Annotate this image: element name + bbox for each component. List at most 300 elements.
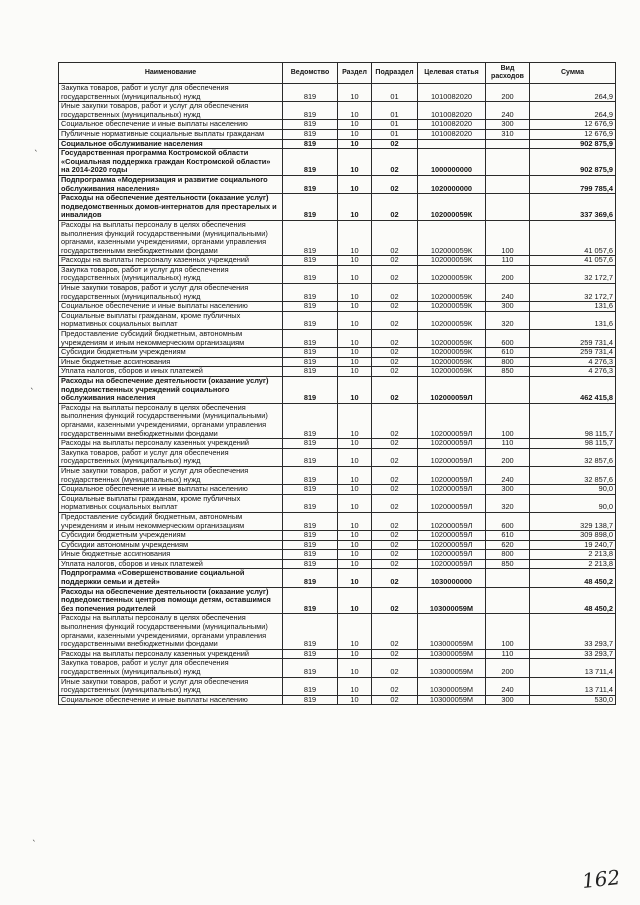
cell-vedomstvo: 819 — [283, 695, 338, 705]
cell-vedomstvo: 819 — [283, 220, 338, 255]
cell-expense-type: 850 — [486, 559, 530, 569]
cell-expense-type — [486, 139, 530, 149]
table-row — [59, 302, 616, 312]
cell-podrazdel: 02 — [372, 531, 418, 541]
cell-target-article: 102000059К — [418, 357, 486, 367]
cell-expense-type: 310 — [486, 129, 530, 139]
cell-vedomstvo: 819 — [283, 284, 338, 302]
cell-target-article: 102000059Л — [418, 448, 486, 466]
cell-expense-type: 200 — [486, 265, 530, 283]
cell-razdel: 10 — [338, 466, 372, 484]
cell-expense-type: 100 — [486, 403, 530, 438]
cell-vedomstvo: 819 — [283, 102, 338, 120]
cell-razdel: 10 — [338, 139, 372, 149]
cell-razdel: 10 — [338, 302, 372, 312]
table-row — [59, 284, 616, 302]
cell-target-article: 1020000000 — [418, 175, 486, 193]
cell-vedomstvo: 819 — [283, 377, 338, 404]
margin-mark: ` — [30, 388, 35, 398]
cell-vedomstvo: 819 — [283, 540, 338, 550]
cell-sum: 41 057,6 — [530, 220, 616, 255]
cell-target-article: 102000059К — [418, 311, 486, 329]
cell-razdel: 10 — [338, 84, 372, 102]
cell-expense-type: 100 — [486, 220, 530, 255]
table-row — [59, 139, 616, 149]
cell-expense-type: 240 — [486, 677, 530, 695]
cell-target-article: 102000059Л — [418, 377, 486, 404]
cell-vedomstvo: 819 — [283, 194, 338, 221]
cell-razdel: 10 — [338, 256, 372, 266]
cell-vedomstvo: 819 — [283, 311, 338, 329]
cell-expense-type: 320 — [486, 311, 530, 329]
cell-sum: 32 857,6 — [530, 448, 616, 466]
cell-podrazdel: 02 — [372, 265, 418, 283]
cell-sum: 799 785,4 — [530, 175, 616, 193]
cell-name: Расходы на обеспечение деятельности (оказание услуг) подведомственных учреждений социального обслуживания населения — [59, 377, 283, 404]
cell-target-article: 102000059Л — [418, 485, 486, 495]
cell-vedomstvo: 819 — [283, 677, 338, 695]
cell-target-article: 102000059К — [418, 348, 486, 358]
cell-razdel: 10 — [338, 531, 372, 541]
table-row — [59, 587, 616, 614]
cell-razdel: 10 — [338, 220, 372, 255]
cell-target-article: 102000059К — [418, 330, 486, 348]
table-row — [59, 448, 616, 466]
cell-expense-type: 240 — [486, 284, 530, 302]
cell-expense-type: 300 — [486, 695, 530, 705]
table-row — [59, 439, 616, 449]
table-row — [59, 330, 616, 348]
cell-expense-type: 320 — [486, 494, 530, 512]
cell-target-article — [418, 139, 486, 149]
cell-name: Закупка товаров, работ и услуг для обеспечения государственных (муниципальных) нужд — [59, 448, 283, 466]
cell-sum: 33 293,7 — [530, 649, 616, 659]
cell-podrazdel: 02 — [372, 494, 418, 512]
cell-target-article: 102000059Л — [418, 512, 486, 530]
table-row — [59, 129, 616, 139]
cell-podrazdel: 02 — [372, 403, 418, 438]
cell-name: Расходы на обеспечение деятельности (оказание услуг) подведомственных центров помощи детям, оставшимся без попечения родителей — [59, 587, 283, 614]
cell-podrazdel: 02 — [372, 367, 418, 377]
cell-name: Подпрограмма «Совершенствование социальной поддержки семьи и детей» — [59, 569, 283, 587]
cell-podrazdel: 02 — [372, 485, 418, 495]
cell-sum: 530,0 — [530, 695, 616, 705]
cell-expense-type — [486, 194, 530, 221]
cell-expense-type: 200 — [486, 448, 530, 466]
cell-name: Расходы на выплаты персоналу в целях обеспечения выполнения функций государственными (муниципальными) органами, казенными учреждениями, органами управления государственными внебюджетными фондами — [59, 403, 283, 438]
cell-podrazdel: 02 — [372, 377, 418, 404]
cell-vedomstvo: 819 — [283, 330, 338, 348]
cell-target-article: 102000059К — [418, 284, 486, 302]
cell-expense-type: 850 — [486, 367, 530, 377]
cell-podrazdel: 02 — [372, 649, 418, 659]
cell-sum: 13 711,4 — [530, 677, 616, 695]
table-row — [59, 120, 616, 130]
cell-vedomstvo: 819 — [283, 84, 338, 102]
cell-name: Расходы на выплаты персоналу казенных учреждений — [59, 439, 283, 449]
cell-vedomstvo: 819 — [283, 175, 338, 193]
cell-name: Расходы на выплаты персоналу в целях обеспечения выполнения функций государственными (муниципальными) органами, казенными учреждениями, органами управления государственными внебюджетными фондами — [59, 220, 283, 255]
cell-expense-type: 240 — [486, 466, 530, 484]
cell-razdel: 10 — [338, 311, 372, 329]
cell-vedomstvo: 819 — [283, 265, 338, 283]
table-row — [59, 531, 616, 541]
cell-vedomstvo: 819 — [283, 302, 338, 312]
table-row — [59, 614, 616, 649]
cell-sum: 131,6 — [530, 311, 616, 329]
cell-razdel: 10 — [338, 587, 372, 614]
cell-sum: 32 857,6 — [530, 466, 616, 484]
header-target-article: Целевая статья — [418, 63, 486, 84]
table-row — [59, 494, 616, 512]
cell-expense-type — [486, 587, 530, 614]
cell-sum: 19 240,7 — [530, 540, 616, 550]
cell-target-article: 1010082020 — [418, 120, 486, 130]
cell-name: Иные закупки товаров, работ и услуг для обеспечения государственных (муниципальных) нужд — [59, 677, 283, 695]
cell-vedomstvo: 819 — [283, 531, 338, 541]
cell-sum: 259 731,4 — [530, 348, 616, 358]
cell-razdel: 10 — [338, 120, 372, 130]
cell-name: Иные бюджетные ассигнования — [59, 550, 283, 560]
cell-target-article: 102000059К — [418, 220, 486, 255]
cell-target-article: 102000059К — [418, 265, 486, 283]
cell-podrazdel: 02 — [372, 550, 418, 560]
cell-name: Социальные выплаты гражданам, кроме публичных нормативных социальных выплат — [59, 494, 283, 512]
cell-podrazdel: 02 — [372, 695, 418, 705]
cell-sum: 32 172,7 — [530, 284, 616, 302]
table-header-row — [59, 63, 616, 84]
cell-sum: 462 415,8 — [530, 377, 616, 404]
cell-expense-type: 300 — [486, 302, 530, 312]
cell-name: Расходы на выплаты персоналу казенных учреждений — [59, 649, 283, 659]
table-row — [59, 403, 616, 438]
cell-vedomstvo: 819 — [283, 587, 338, 614]
table-row — [59, 149, 616, 176]
cell-name: Закупка товаров, работ и услуг для обеспечения государственных (муниципальных) нужд — [59, 84, 283, 102]
table-row — [59, 512, 616, 530]
table-row — [59, 220, 616, 255]
cell-target-article: 103000059М — [418, 614, 486, 649]
cell-name: Иные закупки товаров, работ и услуг для обеспечения государственных (муниципальных) нужд — [59, 102, 283, 120]
cell-expense-type: 800 — [486, 550, 530, 560]
cell-target-article: 103000059М — [418, 587, 486, 614]
cell-vedomstvo: 819 — [283, 139, 338, 149]
cell-vedomstvo: 819 — [283, 550, 338, 560]
cell-expense-type: 110 — [486, 649, 530, 659]
table-row — [59, 84, 616, 102]
cell-razdel: 10 — [338, 330, 372, 348]
cell-sum: 2 213,8 — [530, 559, 616, 569]
table-row — [59, 649, 616, 659]
cell-razdel: 10 — [338, 194, 372, 221]
cell-sum: 2 213,8 — [530, 550, 616, 560]
cell-razdel: 10 — [338, 129, 372, 139]
cell-name: Социальное обеспечение и иные выплаты населению — [59, 695, 283, 705]
cell-target-article: 103000059М — [418, 649, 486, 659]
cell-sum: 329 138,7 — [530, 512, 616, 530]
cell-sum: 12 676,9 — [530, 120, 616, 130]
cell-razdel: 10 — [338, 569, 372, 587]
cell-razdel: 10 — [338, 659, 372, 677]
cell-name: Закупка товаров, работ и услуг для обеспечения государственных (муниципальных) нужд — [59, 265, 283, 283]
header-sum: Сумма — [530, 63, 616, 84]
cell-target-article: 102000059Л — [418, 531, 486, 541]
cell-name: Государственная программа Костромской области «Социальная поддержка граждан Костромской области» на 2014-2020 годы — [59, 149, 283, 176]
cell-name: Субсидии бюджетным учреждениям — [59, 531, 283, 541]
cell-target-article: 102000059К — [418, 367, 486, 377]
cell-expense-type: 800 — [486, 357, 530, 367]
cell-podrazdel: 02 — [372, 175, 418, 193]
cell-sum: 12 676,9 — [530, 129, 616, 139]
table-row — [59, 695, 616, 705]
margin-mark: ` — [32, 840, 37, 850]
cell-expense-type: 300 — [486, 120, 530, 130]
cell-sum: 902 875,9 — [530, 149, 616, 176]
cell-sum: 90,0 — [530, 494, 616, 512]
cell-podrazdel: 02 — [372, 139, 418, 149]
cell-podrazdel: 02 — [372, 311, 418, 329]
cell-target-article: 1010082020 — [418, 129, 486, 139]
cell-podrazdel: 01 — [372, 129, 418, 139]
cell-name: Субсидии бюджетным учреждениям — [59, 348, 283, 358]
cell-expense-type: 600 — [486, 330, 530, 348]
cell-target-article: 1000000000 — [418, 149, 486, 176]
cell-razdel: 10 — [338, 512, 372, 530]
cell-name: Субсидии автономным учреждениям — [59, 540, 283, 550]
cell-sum: 4 276,3 — [530, 357, 616, 367]
cell-target-article: 1030000000 — [418, 569, 486, 587]
cell-podrazdel: 02 — [372, 448, 418, 466]
cell-vedomstvo: 819 — [283, 439, 338, 449]
cell-podrazdel: 02 — [372, 256, 418, 266]
cell-sum: 264,9 — [530, 84, 616, 102]
cell-sum: 41 057,6 — [530, 256, 616, 266]
cell-razdel: 10 — [338, 550, 372, 560]
cell-expense-type: 610 — [486, 348, 530, 358]
cell-target-article: 1010082020 — [418, 102, 486, 120]
cell-vedomstvo: 819 — [283, 403, 338, 438]
cell-podrazdel: 02 — [372, 194, 418, 221]
cell-target-article: 102000059Л — [418, 439, 486, 449]
cell-razdel: 10 — [338, 265, 372, 283]
cell-expense-type: 240 — [486, 102, 530, 120]
cell-razdel: 10 — [338, 377, 372, 404]
cell-razdel: 10 — [338, 649, 372, 659]
cell-sum: 13 711,4 — [530, 659, 616, 677]
table-row — [59, 194, 616, 221]
cell-expense-type: 200 — [486, 659, 530, 677]
cell-vedomstvo: 819 — [283, 659, 338, 677]
cell-expense-type: 110 — [486, 439, 530, 449]
cell-razdel: 10 — [338, 403, 372, 438]
cell-name: Иные бюджетные ассигнования — [59, 357, 283, 367]
cell-podrazdel: 02 — [372, 659, 418, 677]
cell-name: Иные закупки товаров, работ и услуг для обеспечения государственных (муниципальных) нужд — [59, 466, 283, 484]
cell-vedomstvo: 819 — [283, 569, 338, 587]
cell-target-article: 103000059М — [418, 659, 486, 677]
cell-sum: 32 172,7 — [530, 265, 616, 283]
cell-name: Закупка товаров, работ и услуг для обеспечения государственных (муниципальных) нужд — [59, 659, 283, 677]
cell-expense-type — [486, 175, 530, 193]
cell-expense-type: 600 — [486, 512, 530, 530]
cell-name: Социальное обслуживание населения — [59, 139, 283, 149]
cell-expense-type — [486, 377, 530, 404]
cell-name: Расходы на выплаты персоналу в целях обеспечения выполнения функций государственными (муниципальными) органами, казенными учреждениями, органами управления государственными внебюджетными фондами — [59, 614, 283, 649]
header-podrazdel: Подраздел — [372, 63, 418, 84]
cell-vedomstvo: 819 — [283, 348, 338, 358]
cell-sum: 259 731,4 — [530, 330, 616, 348]
cell-sum: 264,9 — [530, 102, 616, 120]
cell-target-article: 102000059Л — [418, 466, 486, 484]
table-row — [59, 550, 616, 560]
cell-sum: 309 898,0 — [530, 531, 616, 541]
cell-expense-type — [486, 569, 530, 587]
cell-vedomstvo: 819 — [283, 149, 338, 176]
table-row — [59, 659, 616, 677]
cell-sum: 90,0 — [530, 485, 616, 495]
cell-razdel: 10 — [338, 695, 372, 705]
cell-podrazdel: 02 — [372, 466, 418, 484]
cell-expense-type: 620 — [486, 540, 530, 550]
header-razdel: Раздел — [338, 63, 372, 84]
table-row — [59, 367, 616, 377]
table-body — [59, 84, 616, 705]
cell-target-article: 102000059Л — [418, 559, 486, 569]
cell-target-article: 102000059Л — [418, 540, 486, 550]
cell-razdel: 10 — [338, 102, 372, 120]
table-row — [59, 559, 616, 569]
cell-razdel: 10 — [338, 149, 372, 176]
cell-podrazdel: 02 — [372, 512, 418, 530]
cell-razdel: 10 — [338, 677, 372, 695]
cell-expense-type: 110 — [486, 256, 530, 266]
cell-podrazdel: 02 — [372, 614, 418, 649]
table-row — [59, 175, 616, 193]
cell-razdel: 10 — [338, 540, 372, 550]
cell-razdel: 10 — [338, 175, 372, 193]
cell-podrazdel: 01 — [372, 120, 418, 130]
cell-vedomstvo: 819 — [283, 559, 338, 569]
cell-name: Расходы на выплаты персоналу казенных учреждений — [59, 256, 283, 266]
cell-vedomstvo: 819 — [283, 357, 338, 367]
cell-razdel: 10 — [338, 348, 372, 358]
cell-podrazdel: 02 — [372, 587, 418, 614]
cell-vedomstvo: 819 — [283, 466, 338, 484]
cell-razdel: 10 — [338, 614, 372, 649]
table-row — [59, 377, 616, 404]
cell-sum: 337 369,6 — [530, 194, 616, 221]
cell-vedomstvo: 819 — [283, 367, 338, 377]
cell-target-article: 102000059К — [418, 302, 486, 312]
cell-sum: 98 115,7 — [530, 403, 616, 438]
cell-razdel: 10 — [338, 439, 372, 449]
cell-podrazdel: 02 — [372, 677, 418, 695]
cell-razdel: 10 — [338, 559, 372, 569]
table-row — [59, 265, 616, 283]
cell-podrazdel: 02 — [372, 357, 418, 367]
cell-razdel: 10 — [338, 367, 372, 377]
cell-sum: 902 875,9 — [530, 139, 616, 149]
cell-name: Социальное обеспечение и иные выплаты населению — [59, 485, 283, 495]
table-row — [59, 569, 616, 587]
table-row — [59, 677, 616, 695]
cell-razdel: 10 — [338, 284, 372, 302]
cell-vedomstvo: 819 — [283, 649, 338, 659]
cell-expense-type: 100 — [486, 614, 530, 649]
cell-vedomstvo: 819 — [283, 129, 338, 139]
cell-razdel: 10 — [338, 357, 372, 367]
cell-sum: 98 115,7 — [530, 439, 616, 449]
table-row — [59, 540, 616, 550]
header-name: Наименование — [59, 63, 283, 84]
cell-vedomstvo: 819 — [283, 485, 338, 495]
cell-name: Предоставление субсидий бюджетным, автономным учреждениям и иным некоммерческим организациям — [59, 330, 283, 348]
cell-target-article: 102000059К — [418, 194, 486, 221]
cell-podrazdel: 02 — [372, 330, 418, 348]
cell-podrazdel: 02 — [372, 220, 418, 255]
cell-vedomstvo: 819 — [283, 256, 338, 266]
cell-target-article: 103000059М — [418, 677, 486, 695]
budget-table — [58, 62, 616, 705]
cell-razdel: 10 — [338, 494, 372, 512]
cell-vedomstvo: 819 — [283, 120, 338, 130]
cell-podrazdel: 02 — [372, 559, 418, 569]
cell-vedomstvo: 819 — [283, 494, 338, 512]
cell-name: Социальное обеспечение и иные выплаты населению — [59, 120, 283, 130]
header-expense-type: Вид расходов — [486, 63, 530, 84]
cell-name: Расходы на обеспечение деятельности (оказание услуг) подведомственных домов-интернатов для престарелых и инвалидов — [59, 194, 283, 221]
page-number: 162 — [580, 865, 622, 893]
cell-name: Иные закупки товаров, работ и услуг для обеспечения государственных (муниципальных) нужд — [59, 284, 283, 302]
cell-target-article: 102000059Л — [418, 550, 486, 560]
cell-target-article: 102000059Л — [418, 494, 486, 512]
cell-podrazdel: 02 — [372, 439, 418, 449]
cell-vedomstvo: 819 — [283, 614, 338, 649]
cell-name: Публичные нормативные социальные выплаты гражданам — [59, 129, 283, 139]
cell-podrazdel: 01 — [372, 102, 418, 120]
table-row — [59, 357, 616, 367]
cell-sum: 4 276,3 — [530, 367, 616, 377]
cell-razdel: 10 — [338, 485, 372, 495]
cell-podrazdel: 01 — [372, 84, 418, 102]
margin-mark: ` — [34, 150, 39, 160]
cell-sum: 131,6 — [530, 302, 616, 312]
cell-sum: 48 450,2 — [530, 587, 616, 614]
cell-razdel: 10 — [338, 448, 372, 466]
cell-podrazdel: 02 — [372, 540, 418, 550]
cell-podrazdel: 02 — [372, 348, 418, 358]
cell-target-article: 1010082020 — [418, 84, 486, 102]
cell-target-article: 102000059Л — [418, 403, 486, 438]
cell-vedomstvo: 819 — [283, 512, 338, 530]
table-row — [59, 311, 616, 329]
cell-expense-type: 200 — [486, 84, 530, 102]
cell-podrazdel: 02 — [372, 302, 418, 312]
cell-name: Подпрограмма «Модернизация и развитие социального обслуживания населения» — [59, 175, 283, 193]
cell-expense-type: 300 — [486, 485, 530, 495]
cell-name: Уплата налогов, сборов и иных платежей — [59, 559, 283, 569]
cell-expense-type: 610 — [486, 531, 530, 541]
cell-podrazdel: 02 — [372, 284, 418, 302]
table-row — [59, 485, 616, 495]
table-row — [59, 348, 616, 358]
table-row — [59, 102, 616, 120]
cell-expense-type — [486, 149, 530, 176]
table-row — [59, 256, 616, 266]
cell-name: Уплата налогов, сборов и иных платежей — [59, 367, 283, 377]
cell-name: Предоставление субсидий бюджетным, автономным учреждениям и иным некоммерческим организациям — [59, 512, 283, 530]
cell-sum: 48 450,2 — [530, 569, 616, 587]
